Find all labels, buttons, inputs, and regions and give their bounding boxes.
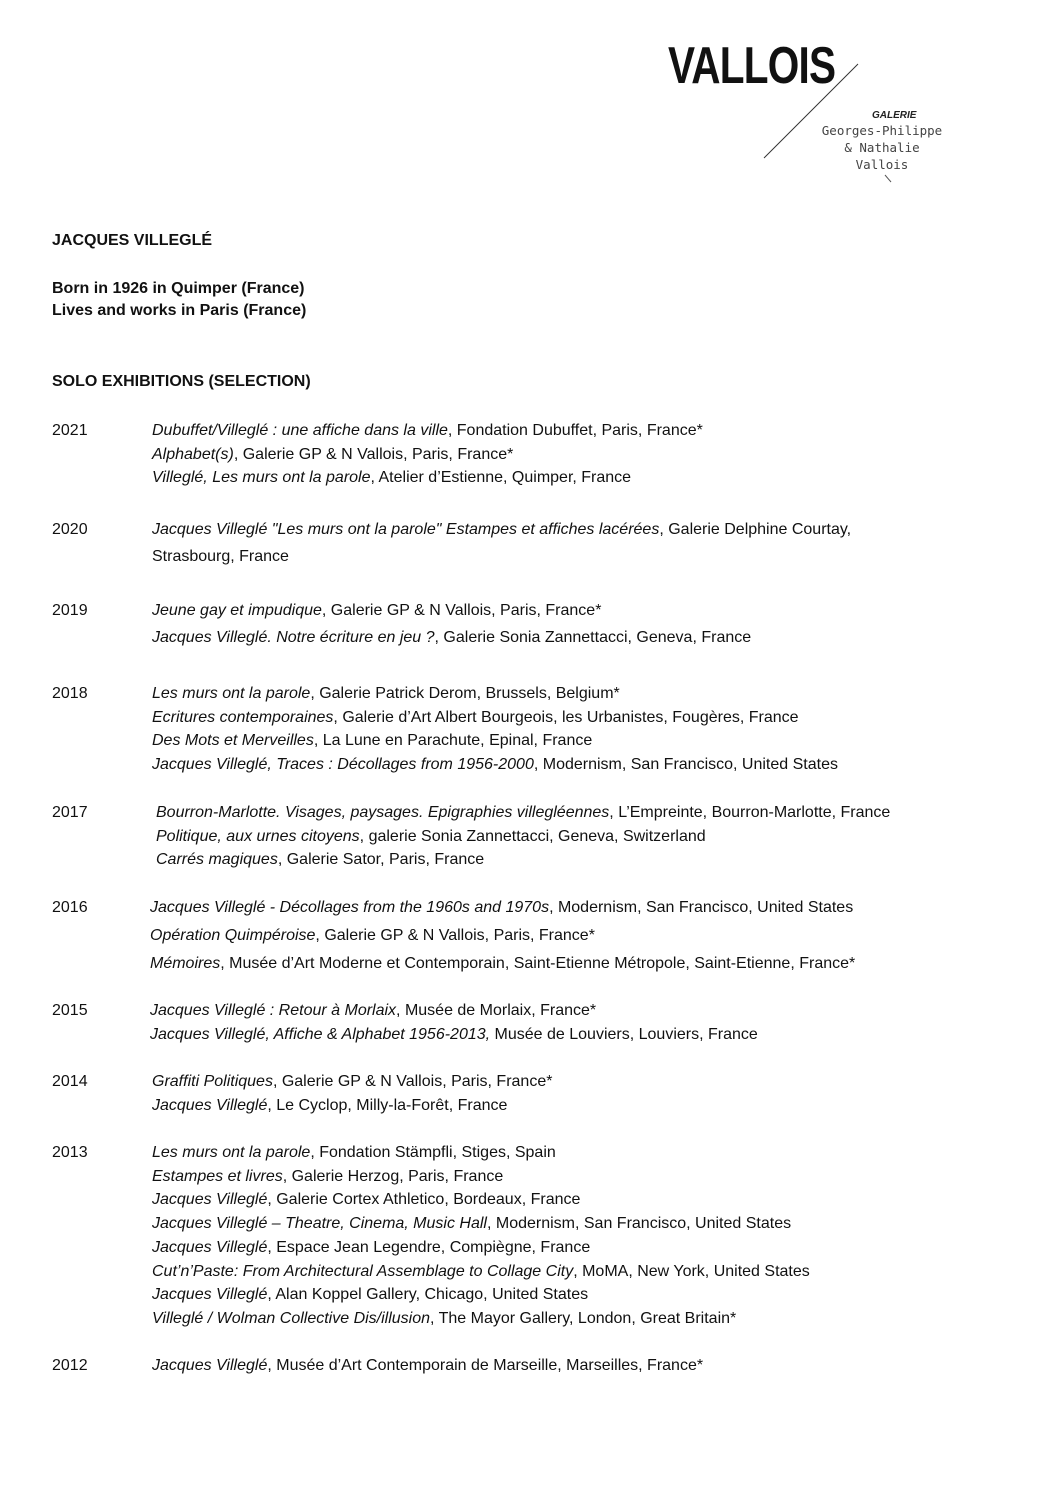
exhibition-entry — [152, 1309, 736, 1329]
exhibition-entry — [152, 445, 513, 465]
exhibition-venue: , Galerie Cortex Athletico, Bordeaux, France — [267, 1191, 581, 1209]
exhibition-title: Jacques Villeglé : Retour à Morlaix — [150, 1002, 397, 1019]
exhibition-venue: , Modernism, San Francisco, United States — [533, 756, 838, 774]
exhibition-year: 2018 — [52, 685, 88, 702]
exhibition-entry — [152, 1285, 588, 1305]
exhibition-venue: , Espace Jean Legendre, Compiègne, France — [267, 1238, 591, 1256]
exhibition-venue: , Galerie GP & N Vallois, Paris, France* — [315, 927, 595, 944]
exhibition-entry — [150, 954, 855, 974]
exhibition-entry — [152, 1072, 552, 1092]
exhibition-venue: , Galerie Patrick Derom, Brussels, Belgium* — [310, 685, 620, 702]
exhibition-title: Jacques Villeglé — [152, 1096, 268, 1114]
exhibition-title: Villeglé, Les murs ont la parole — [152, 469, 371, 487]
exhibition-venue: , The Mayor Gallery, London, Great Britain* — [430, 1309, 737, 1327]
exhibition-title: Jacques Villeglé — [152, 1286, 268, 1304]
exhibition-venue: , Galerie Sator, Paris, France — [277, 851, 485, 869]
exhibition-title: Jacques Villeglé — [152, 1191, 268, 1209]
artist-name: JACQUES VILLEGLÉ — [52, 232, 213, 249]
exhibition-title: Jacques Villeglé, Traces : Décollages from 1956-2000 — [152, 756, 534, 774]
exhibition-year: 2014 — [52, 1073, 88, 1090]
exhibition-entry — [150, 1025, 758, 1045]
exhibition-entry — [152, 601, 601, 621]
exhibition-title: Jacques Villeglé. Notre écriture en jeu ? — [152, 629, 435, 646]
exhibition-entry — [152, 421, 703, 441]
exhibition-entry — [152, 1356, 703, 1376]
exhibition-year: 2021 — [52, 422, 88, 439]
exhibition-venue: , Galerie GP & N Vallois, Paris, France* — [233, 445, 514, 463]
exhibition-entry — [150, 926, 595, 946]
exhibition-title: Jacques Villeglé — [152, 1357, 268, 1374]
exhibition-title: Villeglé / Wolman Collective Dis/illusion — [152, 1309, 431, 1327]
exhibition-entry — [152, 708, 799, 728]
exhibition-venue: , Modernism, San Francisco, United States — [549, 899, 854, 916]
exhibition-venue: , Fondation Stämpfli, Stiges, Spain — [310, 1144, 556, 1161]
exhibition-entry — [156, 850, 484, 870]
exhibition-title: Alphabet(s) — [152, 445, 234, 463]
exhibition-entry — [156, 827, 706, 847]
logo-line: Georges-Philippe — [821, 123, 943, 138]
exhibition-entry — [152, 1167, 503, 1187]
logo-line: & Nathalie — [844, 140, 920, 155]
exhibition-year: 2015 — [52, 1002, 88, 1019]
exhibition-year: 2020 — [52, 521, 88, 538]
exhibition-year: 2019 — [52, 602, 88, 619]
exhibition-title: Jacques Villeglé - Décollages from the 1960s and 1970s — [150, 899, 550, 916]
exhibition-venue: , La Lune en Parachute, Epinal, France — [313, 732, 593, 750]
exhibition-title: Opération Quimpéroise — [150, 927, 316, 944]
bio-born: Born in 1926 in Quimper (France) — [52, 280, 305, 297]
exhibition-venue: , Galerie d’Art Albert Bourgeois, les Urbanistes, Fougères, France — [333, 708, 799, 726]
exhibition-venue: , Galerie Sonia Zannettacci, Geneva, France — [434, 629, 752, 646]
logo-tick-icon — [884, 174, 894, 184]
exhibition-year: 2016 — [52, 899, 88, 916]
exhibition-entry — [152, 1238, 590, 1258]
exhibition-year: 2013 — [52, 1144, 88, 1161]
exhibition-title: Carrés magiques — [156, 851, 278, 869]
exhibition-title: Mémoires — [150, 955, 221, 972]
exhibition-title: Dubuffet/Villeglé : une affiche dans la ville — [152, 422, 448, 439]
exhibition-title: Des Mots et Merveilles — [152, 732, 314, 750]
logo-line: Vallois — [855, 157, 909, 172]
exhibition-year: 2012 — [52, 1357, 88, 1374]
exhibition-entry — [152, 628, 751, 648]
exhibition-entry — [152, 547, 289, 567]
exhibition-venue: , Galerie Herzog, Paris, France — [282, 1167, 504, 1185]
exhibition-entry — [152, 684, 620, 704]
exhibition-venue: , Fondation Dubuffet, Paris, France* — [447, 422, 703, 439]
gallery-logo — [0, 0, 1058, 200]
exhibition-title: Cut’n’Paste: From Architectural Assemblage to Collage City — [152, 1262, 574, 1280]
exhibition-venue: , Musée de Morlaix, France* — [396, 1002, 597, 1019]
exhibition-year: 2017 — [52, 804, 88, 821]
exhibition-venue: , L’Empreinte, Bourron-Marlotte, France — [609, 804, 891, 821]
exhibition-venue: , MoMA, New York, United States — [573, 1262, 810, 1280]
exhibition-entry — [152, 755, 838, 775]
bio-lives: Lives and works in Paris (France) — [52, 302, 307, 319]
exhibition-title: Jacques Villeglé – Theatre, Cinema, Music Hall — [152, 1215, 487, 1233]
exhibition-title: Les murs ont la parole — [152, 1144, 311, 1161]
exhibition-title: Politique, aux urnes citoyens — [156, 827, 360, 845]
exhibition-title: Jacques Villeglé "Les murs ont la parole" Estampes et affiches lacérées — [152, 521, 660, 538]
exhibition-title: Bourron-Marlotte. Visages, paysages. Epigraphies villegléennes — [156, 804, 610, 821]
exhibition-venue: , Galerie GP & N Vallois, Paris, France* — [272, 1073, 553, 1090]
logo-wordmark: VALLOIS — [668, 37, 836, 95]
exhibition-venue: , Musée d’Art Contemporain de Marseille, Marseilles, France* — [267, 1357, 704, 1374]
exhibition-entry — [150, 898, 853, 918]
exhibition-entry — [152, 1096, 507, 1116]
exhibition-title: Jacques Villeglé, Affiche & Alphabet 1956-2013, — [150, 1025, 491, 1043]
exhibition-venue: Strasbourg, France — [152, 548, 289, 565]
logo-gallery-names — [818, 122, 946, 173]
exhibition-entry — [152, 731, 592, 751]
exhibition-entry — [152, 1190, 580, 1210]
exhibition-entry — [152, 468, 631, 488]
exhibition-venue: , Modernism, San Francisco, United States — [486, 1215, 792, 1233]
exhibition-title: Estampes et livres — [152, 1167, 283, 1185]
exhibition-entry — [152, 520, 851, 540]
exhibition-venue: , Galerie GP & N Vallois, Paris, France* — [321, 602, 602, 619]
exhibition-entry — [152, 1214, 791, 1234]
exhibition-venue: , Musée d’Art Moderne et Contemporain, Saint-Etienne Métropole, Saint-Etienne, France* — [220, 955, 856, 972]
exhibition-entry — [152, 1143, 556, 1163]
exhibition-title: Graffiti Politiques — [152, 1073, 273, 1090]
exhibition-title: Ecritures contemporaines — [152, 708, 334, 726]
exhibition-venue: , Le Cyclop, Milly-la-Forêt, France — [267, 1096, 508, 1114]
logo-galerie-label: GALERIE — [872, 110, 917, 121]
section-title: SOLO EXHIBITIONS (SELECTION) — [52, 373, 311, 390]
exhibition-title: Jeune gay et impudique — [152, 602, 322, 619]
exhibition-entry — [152, 1262, 810, 1282]
exhibition-venue: Musée de Louviers, Louviers, France — [490, 1025, 758, 1043]
exhibition-entry — [156, 803, 890, 823]
exhibition-venue: , Alan Koppel Gallery, Chicago, United States — [267, 1286, 589, 1304]
exhibition-entry — [150, 1001, 596, 1021]
exhibition-title: Les murs ont la parole — [152, 685, 311, 702]
exhibition-venue: , Atelier d’Estienne, Quimper, France — [370, 469, 632, 487]
exhibition-title: Jacques Villeglé — [152, 1238, 268, 1256]
exhibition-venue: , Galerie Delphine Courtay, — [659, 521, 852, 538]
exhibition-venue: , galerie Sonia Zannettacci, Geneva, Switzerland — [359, 827, 706, 845]
